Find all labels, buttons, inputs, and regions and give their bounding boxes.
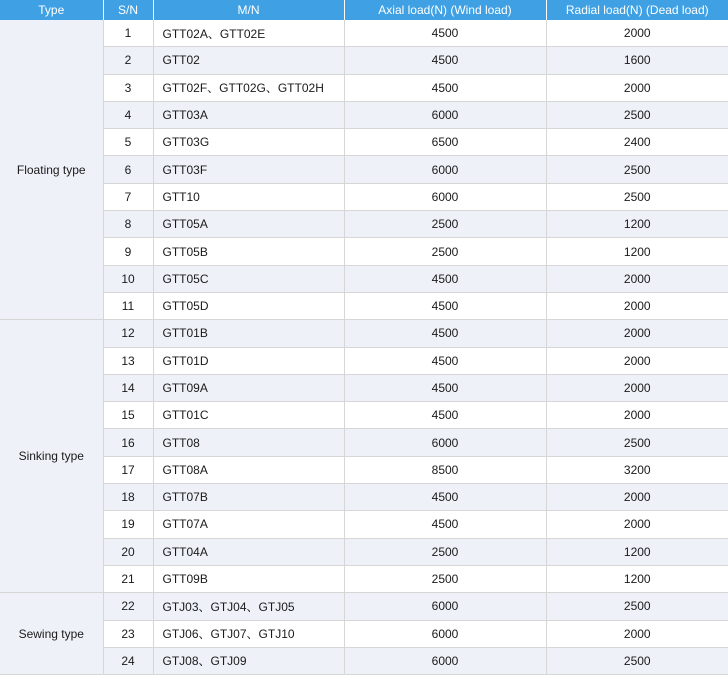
table-row — [0, 511, 728, 538]
sn-cell: 20 — [103, 538, 153, 565]
model-number-cell: GTT09B — [153, 565, 344, 592]
model-number-cell: GTT07A — [153, 511, 344, 538]
table-row — [0, 211, 728, 238]
table-row — [0, 74, 728, 101]
axial-load-cell: 6000 — [344, 620, 546, 647]
radial-load-cell: 1200 — [546, 565, 728, 592]
sn-cell: 10 — [103, 265, 153, 292]
radial-load-cell: 2000 — [546, 265, 728, 292]
model-number-cell: GTT05C — [153, 265, 344, 292]
sn-cell: 15 — [103, 402, 153, 429]
table-row — [0, 265, 728, 292]
table-row — [0, 402, 728, 429]
table-row — [0, 183, 728, 210]
axial-load-cell: 8500 — [344, 456, 546, 483]
radial-load-cell: 2500 — [546, 647, 728, 674]
table-body — [0, 20, 728, 675]
model-number-cell: GTJ03、GTJ04、GTJ05 — [153, 593, 344, 620]
sn-cell: 18 — [103, 484, 153, 511]
model-number-cell: GTT02A、GTT02E — [153, 20, 344, 47]
model-number-cell: GTT07B — [153, 484, 344, 511]
axial-load-cell: 2500 — [344, 211, 546, 238]
model-number-cell: GTJ06、GTJ07、GTJ10 — [153, 620, 344, 647]
model-number-cell: GTT10 — [153, 183, 344, 210]
radial-load-cell: 2000 — [546, 320, 728, 347]
axial-load-cell: 4500 — [344, 484, 546, 511]
axial-load-cell: 4500 — [344, 74, 546, 101]
table-row — [0, 238, 728, 265]
model-number-cell: GTT02 — [153, 47, 344, 74]
sn-cell: 3 — [103, 74, 153, 101]
sn-cell: 24 — [103, 647, 153, 674]
model-number-cell: GTT01D — [153, 347, 344, 374]
radial-load-cell: 2000 — [546, 292, 728, 319]
group-type-cell: Floating type — [0, 20, 103, 320]
radial-load-cell: 2500 — [546, 101, 728, 128]
radial-load-cell: 1600 — [546, 47, 728, 74]
sn-cell: 9 — [103, 238, 153, 265]
radial-load-cell: 2000 — [546, 20, 728, 47]
axial-load-cell: 6500 — [344, 129, 546, 156]
model-number-cell: GTT05B — [153, 238, 344, 265]
model-number-cell: GTT01C — [153, 402, 344, 429]
axial-load-cell: 6000 — [344, 593, 546, 620]
model-number-cell: GTJ08、GTJ09 — [153, 647, 344, 674]
radial-load-cell: 2500 — [546, 156, 728, 183]
sn-cell: 21 — [103, 565, 153, 592]
table-row — [0, 129, 728, 156]
sn-cell: 4 — [103, 101, 153, 128]
sn-cell: 1 — [103, 20, 153, 47]
axial-load-cell: 2500 — [344, 538, 546, 565]
radial-load-cell: 2000 — [546, 484, 728, 511]
table-row — [0, 538, 728, 565]
axial-load-cell: 4500 — [344, 402, 546, 429]
group-type-cell: Sinking type — [0, 320, 103, 593]
model-number-cell: GTT03F — [153, 156, 344, 183]
table-row — [0, 620, 728, 647]
table-row — [0, 156, 728, 183]
axial-load-cell: 4500 — [344, 20, 546, 47]
sn-cell: 11 — [103, 292, 153, 319]
model-number-cell: GTT01B — [153, 320, 344, 347]
model-number-cell: GTT02F、GTT02G、GTT02H — [153, 74, 344, 101]
axial-load-cell: 4500 — [344, 511, 546, 538]
sn-cell: 19 — [103, 511, 153, 538]
sn-cell: 2 — [103, 47, 153, 74]
table-row — [0, 593, 728, 620]
model-number-cell: GTT05D — [153, 292, 344, 319]
table-row — [0, 347, 728, 374]
table-row — [0, 647, 728, 674]
header-radial-load: Radial load(N) (Dead load) — [546, 0, 728, 20]
axial-load-cell: 6000 — [344, 183, 546, 210]
sn-cell: 12 — [103, 320, 153, 347]
sn-cell: 17 — [103, 456, 153, 483]
axial-load-cell: 4500 — [344, 347, 546, 374]
axial-load-cell: 2500 — [344, 565, 546, 592]
header-row — [0, 0, 728, 20]
sn-cell: 6 — [103, 156, 153, 183]
radial-load-cell: 2000 — [546, 374, 728, 401]
header-type: Type — [0, 0, 103, 20]
model-number-cell: GTT05A — [153, 211, 344, 238]
radial-load-cell: 2500 — [546, 593, 728, 620]
sn-cell: 8 — [103, 211, 153, 238]
sn-cell: 14 — [103, 374, 153, 401]
table-row — [0, 20, 728, 47]
header-sn: S/N — [103, 0, 153, 20]
model-number-cell: GTT08 — [153, 429, 344, 456]
radial-load-cell: 1200 — [546, 211, 728, 238]
model-number-cell: GTT03G — [153, 129, 344, 156]
model-number-cell: GTT04A — [153, 538, 344, 565]
table-row — [0, 292, 728, 319]
model-number-cell: GTT09A — [153, 374, 344, 401]
table-row — [0, 320, 728, 347]
radial-load-cell: 2500 — [546, 429, 728, 456]
axial-load-cell: 2500 — [344, 238, 546, 265]
axial-load-cell: 4500 — [344, 47, 546, 74]
sn-cell: 16 — [103, 429, 153, 456]
sn-cell: 7 — [103, 183, 153, 210]
sn-cell: 23 — [103, 620, 153, 647]
sn-cell: 5 — [103, 129, 153, 156]
axial-load-cell: 4500 — [344, 374, 546, 401]
axial-load-cell: 6000 — [344, 156, 546, 183]
table-row — [0, 101, 728, 128]
radial-load-cell: 2000 — [546, 620, 728, 647]
model-number-cell: GTT08A — [153, 456, 344, 483]
table-row — [0, 456, 728, 483]
header-axial-load: Axial load(N) (Wind load) — [344, 0, 546, 20]
axial-load-cell: 4500 — [344, 320, 546, 347]
table-row — [0, 484, 728, 511]
axial-load-cell: 6000 — [344, 429, 546, 456]
axial-load-cell: 4500 — [344, 292, 546, 319]
radial-load-cell: 2000 — [546, 402, 728, 429]
header-mn: M/N — [153, 0, 344, 20]
radial-load-cell: 3200 — [546, 456, 728, 483]
table-row — [0, 374, 728, 401]
sn-cell: 13 — [103, 347, 153, 374]
radial-load-cell: 2000 — [546, 74, 728, 101]
table-row — [0, 429, 728, 456]
model-number-cell: GTT03A — [153, 101, 344, 128]
radial-load-cell: 1200 — [546, 238, 728, 265]
radial-load-cell: 1200 — [546, 538, 728, 565]
axial-load-cell: 4500 — [344, 265, 546, 292]
table-row — [0, 47, 728, 74]
axial-load-cell: 6000 — [344, 647, 546, 674]
group-type-cell: Sewing type — [0, 593, 103, 675]
radial-load-cell: 2000 — [546, 347, 728, 374]
radial-load-cell: 2000 — [546, 511, 728, 538]
radial-load-cell: 2500 — [546, 183, 728, 210]
sn-cell: 22 — [103, 593, 153, 620]
table-row — [0, 565, 728, 592]
radial-load-cell: 2400 — [546, 129, 728, 156]
axial-load-cell: 6000 — [344, 101, 546, 128]
